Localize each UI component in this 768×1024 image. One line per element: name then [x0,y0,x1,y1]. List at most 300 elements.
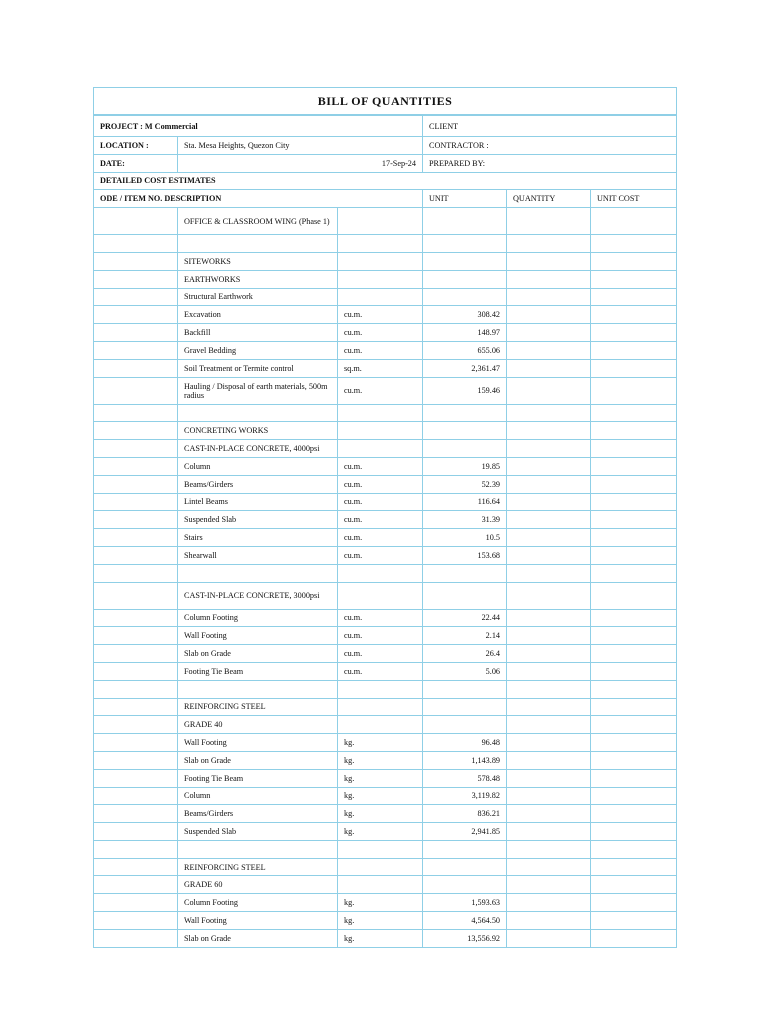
item-quantity-cell: 5.06 [423,662,507,680]
item-unit-cost-cell [507,645,591,663]
item-total-cost-cell [591,751,677,769]
item-total-cost-cell [591,876,677,894]
bill-of-quantities-sheet [93,87,676,948]
item-code-cell [94,858,178,876]
item-total-cost-cell [591,929,677,947]
item-total-cost-cell [591,609,677,627]
item-unit-cell: kg. [338,769,423,787]
boq-table [93,87,677,948]
item-code-cell [94,680,178,698]
date-value: 17-Sep-24 [178,154,423,172]
item-unit-cell: cu.m. [338,457,423,475]
item-description-cell: GRADE 40 [178,716,338,734]
item-code-cell [94,404,178,422]
item-quantity-cell: 19.85 [423,457,507,475]
table-row [94,823,677,841]
item-quantity-cell [423,440,507,458]
item-unit-cell: cu.m. [338,627,423,645]
item-unit-cell: kg. [338,787,423,805]
item-description-cell: CONCRETING WORKS [178,422,338,440]
table-row [94,751,677,769]
table-row [94,876,677,894]
item-description-cell: Wall Footing [178,627,338,645]
item-unit-cell: cu.m. [338,377,423,404]
table-row [94,511,677,529]
item-unit-cost-cell [507,627,591,645]
item-code-cell [94,645,178,663]
table-row [94,912,677,930]
item-unit-cost-cell [507,858,591,876]
item-unit-cost-cell [507,511,591,529]
item-unit-cost-cell [507,912,591,930]
item-unit-cost-cell [507,805,591,823]
item-unit-cell: cu.m. [338,609,423,627]
item-unit-cost-cell [507,377,591,404]
item-description-cell: Footing Tie Beam [178,769,338,787]
item-total-cost-cell [591,235,677,253]
item-unit-cell [338,235,423,253]
item-code-cell [94,511,178,529]
item-total-cost-cell [591,787,677,805]
item-total-cost-cell [591,627,677,645]
item-code-cell [94,324,178,342]
item-code-cell [94,823,178,841]
item-total-cost-cell [591,716,677,734]
item-unit-cost-cell [507,876,591,894]
item-total-cost-cell [591,440,677,458]
item-quantity-cell [423,840,507,858]
item-description-cell: Wall Footing [178,734,338,752]
date-row [94,154,677,172]
item-unit-cost-cell [507,475,591,493]
item-quantity-cell: 22.44 [423,609,507,627]
item-quantity-cell: 10.5 [423,529,507,547]
item-total-cost-cell [591,823,677,841]
table-row [94,252,677,270]
item-total-cost-cell [591,645,677,663]
item-description-cell: SITEWORKS [178,252,338,270]
item-unit-cost-cell [507,751,591,769]
item-code-cell [94,609,178,627]
table-row [94,582,677,609]
item-description-cell: Footing Tie Beam [178,662,338,680]
item-unit-cost-cell [507,716,591,734]
table-row [94,609,677,627]
item-total-cost-cell [591,493,677,511]
item-total-cost-cell [591,377,677,404]
item-unit-cell [338,716,423,734]
table-row [94,235,677,253]
item-total-cost-cell [591,208,677,235]
page-title: BILL OF QUANTITIES [94,88,677,116]
item-description-cell: GRADE 60 [178,876,338,894]
item-quantity-cell: 153.68 [423,546,507,564]
item-total-cost-cell [591,734,677,752]
column-header-description: ODE / ITEM NO. DESCRIPTION [94,190,423,208]
item-description-cell: Backfill [178,324,338,342]
item-quantity-cell [423,582,507,609]
item-unit-cell: kg. [338,894,423,912]
item-code-cell [94,894,178,912]
item-code-cell [94,840,178,858]
item-code-cell [94,235,178,253]
item-quantity-cell [423,858,507,876]
item-unit-cell: cu.m. [338,324,423,342]
item-code-cell [94,208,178,235]
item-quantity-cell [423,716,507,734]
item-code-cell [94,734,178,752]
item-description-cell: Suspended Slab [178,823,338,841]
item-description-cell: Excavation [178,306,338,324]
item-total-cost-cell [591,270,677,288]
table-row [94,805,677,823]
item-description-cell: REINFORCING STEEL [178,698,338,716]
item-quantity-cell: 116.64 [423,493,507,511]
item-quantity-cell [423,270,507,288]
item-description-cell: Shearwall [178,546,338,564]
table-row [94,546,677,564]
item-total-cost-cell [591,680,677,698]
table-row [94,440,677,458]
item-quantity-cell: 4,564.50 [423,912,507,930]
item-code-cell [94,912,178,930]
item-unit-cost-cell [507,698,591,716]
item-unit-cost-cell [507,929,591,947]
item-quantity-cell: 2.14 [423,627,507,645]
item-code-cell [94,270,178,288]
table-row [94,341,677,359]
item-code-cell [94,359,178,377]
item-code-cell [94,698,178,716]
item-quantity-cell [423,288,507,306]
item-quantity-cell: 148.97 [423,324,507,342]
item-unit-cost-cell [507,787,591,805]
item-total-cost-cell [591,769,677,787]
item-code-cell [94,787,178,805]
table-row [94,894,677,912]
item-unit-cost-cell [507,734,591,752]
item-quantity-cell: 13,556.92 [423,929,507,947]
item-quantity-cell: 836.21 [423,805,507,823]
item-description-cell [178,404,338,422]
item-quantity-cell: 26.4 [423,645,507,663]
item-unit-cost-cell [507,493,591,511]
item-unit-cost-cell [507,546,591,564]
location-value: Sta. Mesa Heights, Quezon City [178,137,423,155]
item-unit-cell [338,582,423,609]
table-row [94,288,677,306]
item-unit-cell: kg. [338,929,423,947]
item-description-cell: Lintel Beams [178,493,338,511]
item-description-cell: Hauling / Disposal of earth materials, 500m radius [178,377,338,404]
project-row [94,115,677,137]
item-unit-cell [338,422,423,440]
table-row [94,493,677,511]
item-code-cell [94,876,178,894]
item-unit-cell: cu.m. [338,493,423,511]
item-quantity-cell [423,252,507,270]
item-total-cost-cell [591,404,677,422]
item-description-cell: Slab on Grade [178,645,338,663]
table-row [94,359,677,377]
item-unit-cost-cell [507,359,591,377]
item-quantity-cell: 578.48 [423,769,507,787]
item-unit-cost-cell [507,306,591,324]
item-code-cell [94,805,178,823]
item-description-cell: Column [178,787,338,805]
table-row [94,270,677,288]
item-code-cell [94,252,178,270]
item-description-cell [178,564,338,582]
item-unit-cell [338,698,423,716]
item-total-cost-cell [591,422,677,440]
item-description-cell: Wall Footing [178,912,338,930]
item-code-cell [94,751,178,769]
table-row [94,858,677,876]
item-unit-cell: kg. [338,751,423,769]
item-unit-cost-cell [507,457,591,475]
item-total-cost-cell [591,546,677,564]
table-row [94,645,677,663]
item-description-cell: Stairs [178,529,338,547]
item-code-cell [94,529,178,547]
item-description-cell [178,680,338,698]
item-total-cost-cell [591,564,677,582]
item-description-cell: Column Footing [178,609,338,627]
item-unit-cell: kg. [338,734,423,752]
item-total-cost-cell [591,252,677,270]
item-description-cell: Structural Earthwork [178,288,338,306]
item-code-cell [94,377,178,404]
item-quantity-cell: 2,941.85 [423,823,507,841]
item-description-cell: CAST-IN-PLACE CONCRETE, 4000psi [178,440,338,458]
table-row [94,680,677,698]
item-unit-cost-cell [507,840,591,858]
item-code-cell [94,288,178,306]
item-code-cell [94,306,178,324]
item-code-cell [94,422,178,440]
item-code-cell [94,440,178,458]
item-unit-cost-cell [507,440,591,458]
item-code-cell [94,564,178,582]
item-code-cell [94,929,178,947]
item-unit-cost-cell [507,662,591,680]
table-row [94,208,677,235]
item-unit-cell [338,252,423,270]
item-unit-cell [338,876,423,894]
item-total-cost-cell [591,324,677,342]
item-unit-cost-cell [507,270,591,288]
table-row [94,929,677,947]
table-row [94,840,677,858]
item-quantity-cell: 96.48 [423,734,507,752]
item-quantity-cell [423,698,507,716]
item-unit-cost-cell [507,341,591,359]
table-row [94,529,677,547]
item-unit-cost-cell [507,769,591,787]
item-unit-cost-cell [507,582,591,609]
item-code-cell [94,457,178,475]
item-code-cell [94,716,178,734]
item-description-cell [178,235,338,253]
item-unit-cell: kg. [338,823,423,841]
item-code-cell [94,769,178,787]
item-quantity-cell [423,404,507,422]
item-total-cost-cell [591,529,677,547]
item-unit-cell [338,288,423,306]
column-header-row [94,190,677,208]
item-unit-cost-cell [507,235,591,253]
item-code-cell [94,341,178,359]
item-description-cell: Soil Treatment or Termite control [178,359,338,377]
item-unit-cost-cell [507,680,591,698]
item-quantity-cell [423,680,507,698]
item-unit-cell: cu.m. [338,662,423,680]
item-quantity-cell: 655.06 [423,341,507,359]
item-code-cell [94,493,178,511]
item-total-cost-cell [591,805,677,823]
item-unit-cell [338,840,423,858]
item-quantity-cell: 2,361.47 [423,359,507,377]
column-header-quantity: QUANTITY [507,190,591,208]
item-unit-cell: cu.m. [338,475,423,493]
table-row [94,627,677,645]
item-total-cost-cell [591,457,677,475]
item-unit-cell [338,270,423,288]
item-description-cell: Gravel Bedding [178,341,338,359]
table-row [94,377,677,404]
item-quantity-cell [423,564,507,582]
item-code-cell [94,546,178,564]
table-row [94,698,677,716]
item-total-cost-cell [591,698,677,716]
item-quantity-cell [423,422,507,440]
item-total-cost-cell [591,662,677,680]
section-title: DETAILED COST ESTIMATES [94,172,677,190]
item-total-cost-cell [591,582,677,609]
item-unit-cell: cu.m. [338,546,423,564]
item-unit-cost-cell [507,208,591,235]
item-total-cost-cell [591,306,677,324]
item-quantity-cell: 1,593.63 [423,894,507,912]
item-description-cell: EARTHWORKS [178,270,338,288]
item-total-cost-cell [591,840,677,858]
item-quantity-cell: 159.46 [423,377,507,404]
item-unit-cost-cell [507,564,591,582]
column-header-unit: UNIT [423,190,507,208]
item-description-cell: REINFORCING STEEL [178,858,338,876]
item-quantity-cell: 308.42 [423,306,507,324]
location-label: LOCATION : [94,137,178,155]
table-row [94,787,677,805]
item-total-cost-cell [591,912,677,930]
item-unit-cost-cell [507,324,591,342]
item-quantity-cell [423,876,507,894]
item-unit-cost-cell [507,529,591,547]
item-unit-cell [338,208,423,235]
item-unit-cost-cell [507,252,591,270]
location-row [94,137,677,155]
table-row [94,306,677,324]
client-label: CLIENT [423,115,677,137]
item-total-cost-cell [591,894,677,912]
item-description-cell: Column [178,457,338,475]
item-total-cost-cell [591,475,677,493]
item-unit-cell [338,858,423,876]
table-row [94,422,677,440]
date-label: DATE: [94,154,178,172]
item-description-cell: Suspended Slab [178,511,338,529]
table-row [94,324,677,342]
item-unit-cell: cu.m. [338,341,423,359]
item-unit-cost-cell [507,823,591,841]
item-quantity-cell: 3,119.82 [423,787,507,805]
item-unit-cell [338,440,423,458]
item-unit-cell: cu.m. [338,306,423,324]
table-row [94,769,677,787]
title-row [94,88,677,116]
table-row [94,662,677,680]
item-description-cell: Column Footing [178,894,338,912]
item-description-cell: Slab on Grade [178,751,338,769]
item-unit-cell: kg. [338,912,423,930]
item-total-cost-cell [591,341,677,359]
table-row [94,716,677,734]
prepared-by-label: PREPARED BY: [423,154,677,172]
item-unit-cost-cell [507,422,591,440]
item-description-cell: Slab on Grade [178,929,338,947]
item-unit-cell [338,680,423,698]
item-unit-cell: cu.m. [338,645,423,663]
item-description-cell: OFFICE & CLASSROOM WING (Phase 1) [178,208,338,235]
item-total-cost-cell [591,511,677,529]
item-unit-cell [338,564,423,582]
table-row [94,404,677,422]
project-label: PROJECT : M Commercial [94,115,423,137]
item-quantity-cell [423,208,507,235]
item-code-cell [94,627,178,645]
item-description-cell: Beams/Girders [178,805,338,823]
column-header-unit-cost: UNIT COST [591,190,677,208]
item-unit-cost-cell [507,404,591,422]
item-total-cost-cell [591,359,677,377]
item-quantity-cell: 1,143.89 [423,751,507,769]
item-unit-cost-cell [507,288,591,306]
item-code-cell [94,475,178,493]
table-row [94,457,677,475]
item-code-cell [94,582,178,609]
item-unit-cost-cell [507,609,591,627]
item-description-cell [178,840,338,858]
item-quantity-cell [423,235,507,253]
item-quantity-cell: 52.39 [423,475,507,493]
item-total-cost-cell [591,858,677,876]
item-unit-cell: cu.m. [338,529,423,547]
item-unit-cost-cell [507,894,591,912]
item-total-cost-cell [591,288,677,306]
item-description-cell: Beams/Girders [178,475,338,493]
item-unit-cell: kg. [338,805,423,823]
item-code-cell [94,662,178,680]
item-unit-cell: sq.m. [338,359,423,377]
item-description-cell: CAST-IN-PLACE CONCRETE, 3000psi [178,582,338,609]
contractor-label: CONTRACTOR : [423,137,677,155]
item-unit-cell: cu.m. [338,511,423,529]
section-row [94,172,677,190]
table-row [94,475,677,493]
table-row [94,564,677,582]
item-quantity-cell: 31.39 [423,511,507,529]
